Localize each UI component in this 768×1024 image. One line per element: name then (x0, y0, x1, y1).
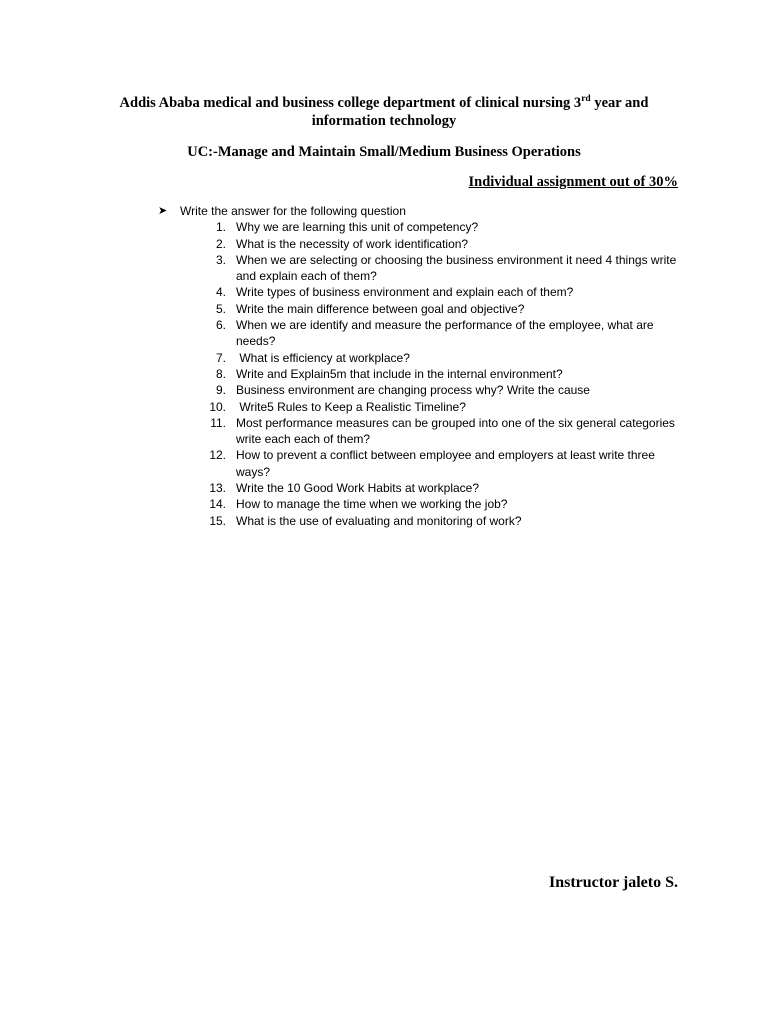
question-number: 4. (215, 285, 226, 300)
question-text: Most performance measures can be grouped into one of the six general categories write each each of them? (236, 415, 679, 447)
question-text: Business environment are changing process why? Write the cause (236, 383, 590, 398)
question-text: Why we are learning this unit of competency? (236, 220, 479, 235)
question-item (158, 382, 698, 398)
question-number: 3. (215, 252, 226, 267)
title-text-part-1: Addis Ababa medical and business college department of clinical nursing 3 (119, 95, 582, 111)
question-item (158, 350, 698, 366)
question-item (158, 284, 698, 300)
question-item (158, 496, 698, 512)
question-text: Write the 10 Good Work Habits at workplace? (236, 481, 479, 496)
question-text: What is efficiency at workplace? (236, 350, 410, 365)
question-text: Write and Explain5m that include in the internal environment? (236, 366, 563, 381)
document-title-line-1 (0, 94, 768, 112)
question-number: 14. (209, 497, 226, 512)
question-text: What is the necessity of work identification? (236, 236, 469, 251)
unit-of-competency-title: UC:-Manage and Maintain Small/Medium Business Operations (187, 144, 581, 160)
question-item (158, 513, 698, 529)
question-number: 12. (209, 448, 226, 463)
question-item (158, 317, 698, 350)
question-text: When we are identify and measure the performance of the employee, what are needs? (236, 318, 657, 349)
title-text-part-2: year and (590, 95, 649, 111)
question-list (158, 219, 698, 529)
question-item (158, 480, 698, 496)
question-item (158, 366, 698, 382)
question-number: 5. (215, 301, 226, 316)
assignment-weight-note: Individual assignment out of 30% (468, 174, 678, 190)
instructor-signature: Instructor jaleto S. (548, 874, 678, 891)
question-text: Write types of business environment and explain each of them? (236, 285, 574, 300)
question-item (158, 447, 698, 480)
question-number: 7. (215, 350, 226, 365)
question-number: 6. (215, 318, 226, 333)
question-item (158, 415, 698, 448)
intro-row (158, 203, 698, 219)
question-text: Write the main difference between goal and objective? (236, 301, 525, 316)
question-number: 15. (209, 513, 226, 528)
question-number: 1. (215, 220, 226, 235)
question-text: How to manage the time when we working the job? (236, 497, 508, 512)
question-text: Write5 Rules to Keep a Realistic Timeline? (236, 399, 466, 414)
intro-text: Write the answer for the following question (180, 204, 406, 218)
question-item (158, 219, 698, 235)
question-number: 10. (209, 399, 226, 414)
question-number: 11. (210, 415, 226, 430)
question-text: When we are selecting or choosing the business environment it need 4 things write and explain each of them? (236, 252, 680, 284)
question-text: What is the use of evaluating and monitoring of work? (236, 513, 522, 528)
question-number: 2. (215, 236, 226, 251)
question-number: 9. (215, 383, 226, 398)
question-text: How to prevent a conflict between employee and employers at least write three ways? (236, 448, 659, 479)
question-item (158, 236, 698, 252)
question-number: 13. (209, 481, 226, 496)
document-title-line-2: information technology (311, 113, 457, 129)
question-number: 8. (215, 366, 226, 381)
arrow-bullet-icon: ➤ (158, 205, 168, 217)
question-item (158, 301, 698, 317)
ordinal-superscript: rd (581, 94, 591, 104)
question-section (158, 203, 698, 529)
question-item (158, 252, 698, 285)
question-item (158, 399, 698, 415)
